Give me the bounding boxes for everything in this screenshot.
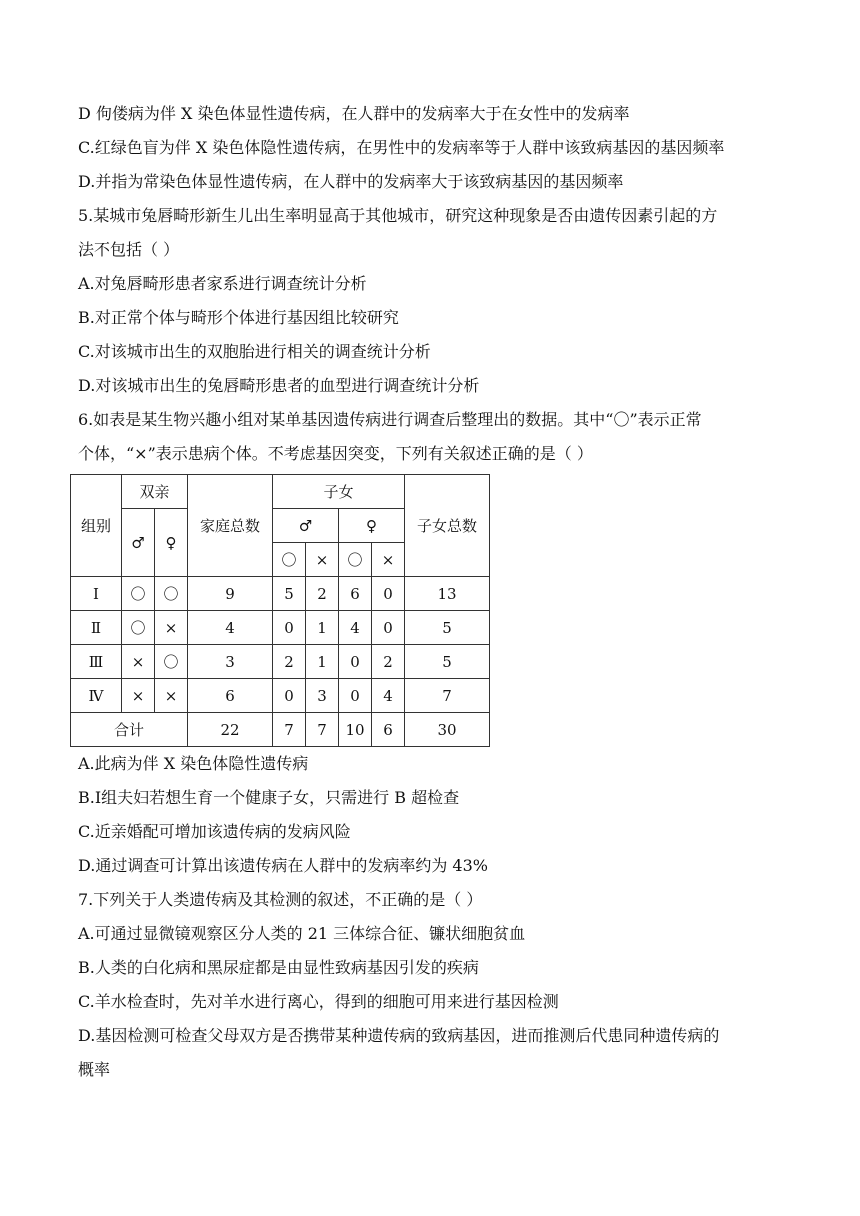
cell-son-normal: 2 xyxy=(273,645,306,679)
table-row xyxy=(71,679,490,713)
cell-daughter-affected: 2 xyxy=(372,645,405,679)
cell-daughter-affected: 0 xyxy=(372,577,405,611)
cell-son-affected: 1 xyxy=(306,645,339,679)
question-6-stem-cont: 个体，“×”表示患病个体。不考虑基因突变，下列有关叙述正确的是（ ） xyxy=(78,444,593,463)
header-son-affected: × xyxy=(306,543,339,577)
cell-mother: × xyxy=(155,611,188,645)
cell-total: 5 xyxy=(405,611,490,645)
cell-son-affected: 3 xyxy=(306,679,339,713)
cell-total: 7 xyxy=(405,679,490,713)
cell-total: 30 xyxy=(405,713,490,747)
option-7-d-cont: 概率 xyxy=(78,1060,111,1079)
cell-son-affected: 7 xyxy=(306,713,339,747)
cell-daughter-affected: 4 xyxy=(372,679,405,713)
header-parents: 双亲 xyxy=(122,475,188,509)
question-5-stem: 5.某城市兔唇畸形新生儿出生率明显高于其他城市，研究这种现象是否由遗传因素引起的方 xyxy=(78,206,718,225)
option-5-a: A.对兔唇畸形患者家系进行调查统计分析 xyxy=(78,274,367,293)
header-daughters: ♀ xyxy=(339,509,405,543)
table-row xyxy=(71,645,490,679)
cell-father: 〇 xyxy=(122,611,155,645)
cell-families: 6 xyxy=(188,679,273,713)
question-5-stem-cont: 法不包括（ ） xyxy=(78,240,180,259)
cell-son-affected: 1 xyxy=(306,611,339,645)
header-daughter-normal: 〇 xyxy=(339,543,372,577)
header-families: 家庭总数 xyxy=(188,475,273,577)
header-mother: ♀ xyxy=(155,509,188,577)
cell-mother: 〇 xyxy=(155,645,188,679)
cell-group: Ⅲ xyxy=(71,645,122,679)
table-row xyxy=(71,611,490,645)
header-group: 组别 xyxy=(71,475,122,577)
cell-total: 13 xyxy=(405,577,490,611)
cell-daughter-normal: 4 xyxy=(339,611,372,645)
header-total-children: 子女总数 xyxy=(405,475,490,577)
option-5-c: C.对该城市出生的双胞胎进行相关的调查统计分析 xyxy=(78,342,431,361)
option-5-d: D.对该城市出生的兔唇畸形患者的血型进行调查统计分析 xyxy=(78,376,480,395)
cell-families: 9 xyxy=(188,577,273,611)
option-6-b: B.Ⅰ组夫妇若想生育一个健康子女，只需进行 B 超检查 xyxy=(78,788,460,807)
survey-table xyxy=(70,474,490,747)
header-sons: ♂ xyxy=(273,509,339,543)
cell-daughter-normal: 10 xyxy=(339,713,372,747)
cell-daughter-normal: 6 xyxy=(339,577,372,611)
option-7-d: D.基因检测可检查父母双方是否携带某种遗传病的致病基因，进而推测后代患同种遗传病的 xyxy=(78,1026,720,1045)
cell-mother: 〇 xyxy=(155,577,188,611)
question-7-stem: 7.下列关于人类遗传病及其检测的叙述，不正确的是（ ） xyxy=(78,890,483,909)
option-6-d: D.通过调查可计算出该遗传病在人群中的发病率约为 43% xyxy=(78,856,488,875)
option-7-a: A.可通过显微镜观察区分人类的 21 三体综合征、镰状细胞贫血 xyxy=(78,924,526,943)
cell-sum-label: 合计 xyxy=(71,713,188,747)
cell-daughter-normal: 0 xyxy=(339,645,372,679)
header-children: 子女 xyxy=(273,475,405,509)
cell-families: 3 xyxy=(188,645,273,679)
cell-son-normal: 5 xyxy=(273,577,306,611)
table-row-sum xyxy=(71,713,490,747)
cell-daughter-normal: 0 xyxy=(339,679,372,713)
cell-daughter-affected: 6 xyxy=(372,713,405,747)
cell-daughter-affected: 0 xyxy=(372,611,405,645)
cell-father: × xyxy=(122,645,155,679)
option-6-a: A.此病为伴 X 染色体隐性遗传病 xyxy=(78,754,309,773)
cell-families: 22 xyxy=(188,713,273,747)
header-father: ♂ xyxy=(122,509,155,577)
cell-mother: × xyxy=(155,679,188,713)
option-4-c-color-blindness: C.红绿色盲为伴 X 染色体隐性遗传病，在男性中的发病率等于人群中该致病基因的基因频率 xyxy=(78,138,725,157)
cell-families: 4 xyxy=(188,611,273,645)
option-5-b: B.对正常个体与畸形个体进行基因组比较研究 xyxy=(78,308,399,327)
cell-group: Ⅱ xyxy=(71,611,122,645)
option-7-b: B.人类的白化病和黑尿症都是由显性致病基因引发的疾病 xyxy=(78,958,479,977)
cell-son-affected: 2 xyxy=(306,577,339,611)
cell-group: Ⅰ xyxy=(71,577,122,611)
option-4-d-rickets: D 佝偻病为伴 X 染色体显性遗传病，在人群中的发病率大于在女性中的发病率 xyxy=(78,104,630,123)
question-6-stem: 6.如表是某生物兴趣小组对某单基因遗传病进行调查后整理出的数据。其中“〇”表示正常 xyxy=(78,410,702,429)
cell-father: 〇 xyxy=(122,577,155,611)
cell-son-normal: 7 xyxy=(273,713,306,747)
header-daughter-affected: × xyxy=(372,543,405,577)
header-son-normal: 〇 xyxy=(273,543,306,577)
table-row xyxy=(71,577,490,611)
option-6-c: C.近亲婚配可增加该遗传病的发病风险 xyxy=(78,822,351,841)
cell-son-normal: 0 xyxy=(273,611,306,645)
cell-group: Ⅳ xyxy=(71,679,122,713)
option-7-c: C.羊水检查时，先对羊水进行离心，得到的细胞可用来进行基因检测 xyxy=(78,992,559,1011)
cell-total: 5 xyxy=(405,645,490,679)
cell-son-normal: 0 xyxy=(273,679,306,713)
cell-father: × xyxy=(122,679,155,713)
option-4-d-polydactyly: D.并指为常染色体显性遗传病，在人群中的发病率大于该致病基因的基因频率 xyxy=(78,172,624,191)
